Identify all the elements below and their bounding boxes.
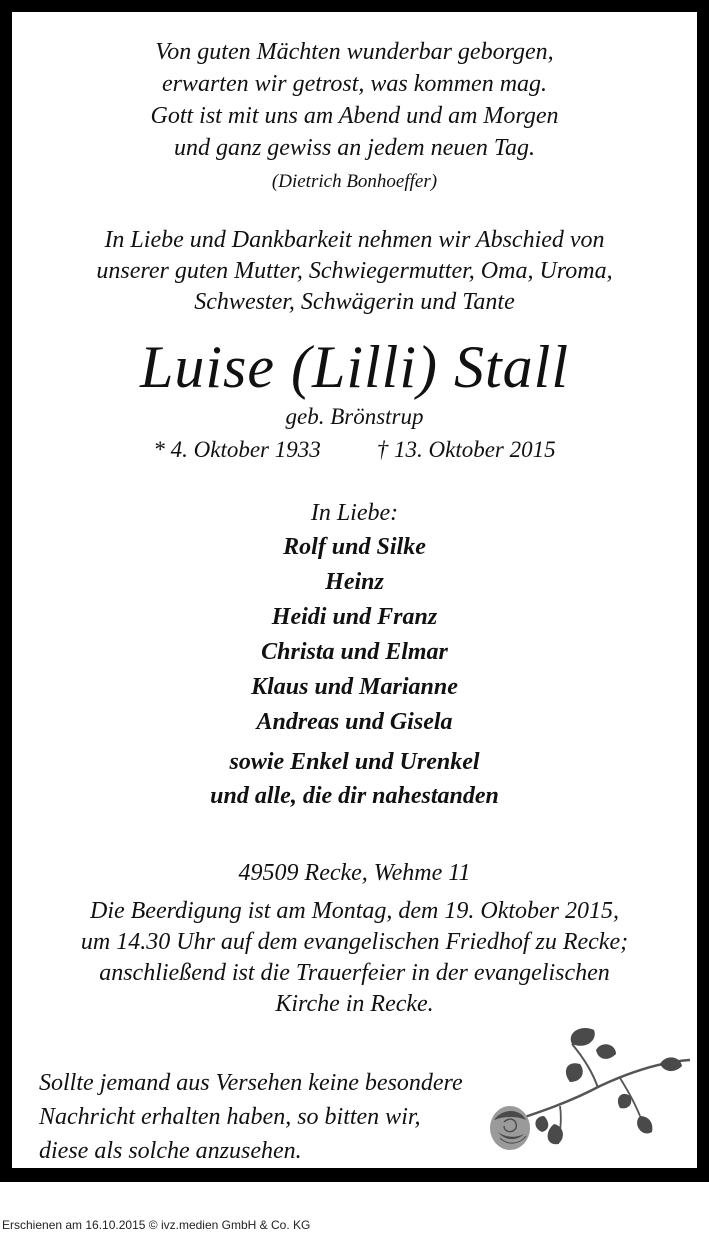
address: 49509 Recke, Wehme 11 <box>238 860 471 886</box>
intro-line: Schwester, Schwägerin und Tante <box>194 289 515 315</box>
life-dates <box>12 436 697 464</box>
intro-line: unserer guten Mutter, Schwiegermutter, Oma, Uroma, <box>96 258 613 284</box>
notice-line: Sollte jemand aus Versehen keine besondere <box>39 1070 463 1096</box>
publication-footer: Erschienen am 16.10.2015 © ivz.medien GmbH & Co. KG <box>2 1218 311 1232</box>
poem-line: erwarten wir getrost, was kommen mag. <box>161 71 548 97</box>
other-mourners <box>12 745 697 813</box>
other-mourner-line: und alle, die dir nahestanden <box>210 783 499 809</box>
mourner-name: Heidi und Franz <box>271 604 438 630</box>
mourners-heading: In Liebe: <box>310 500 399 526</box>
intro-line: In Liebe und Dankbarkeit nehmen wir Abschied von <box>104 227 605 253</box>
poem-line: Von guten Mächten wunderbar geborgen, <box>155 39 554 65</box>
birth-date: * 4. Oktober 1933 <box>153 437 321 462</box>
farewell-intro <box>12 225 697 318</box>
mourners-list <box>12 530 697 740</box>
mourner-name: Klaus und Marianne <box>251 674 458 700</box>
mourner-name: Christa und Elmar <box>261 639 448 665</box>
poem <box>12 36 697 164</box>
poem-line: und ganz gewiss an jedem neuen Tag. <box>173 135 536 161</box>
mourner-name: Andreas und Gisela <box>256 709 453 735</box>
rose-icon <box>470 1020 692 1160</box>
mourner-name: Heinz <box>325 569 384 595</box>
funeral-details <box>12 896 697 1020</box>
deceased-name: Luise (Lilli) Stall <box>139 334 570 400</box>
mourner-name: Rolf und Silke <box>283 534 426 560</box>
notice-line: diese als solche anzusehen. <box>39 1138 302 1164</box>
poem-author: (Dietrich Bonhoeffer) <box>271 171 438 192</box>
other-mourner-line: sowie Enkel und Urenkel <box>229 749 480 775</box>
funeral-line: anschließend ist die Trauerfeier in der evangelischen <box>99 960 610 986</box>
notice-line: Nachricht erhalten haben, so bitten wir, <box>39 1104 421 1130</box>
notice <box>39 1066 539 1168</box>
obituary-content <box>12 12 697 1168</box>
funeral-line: Die Beerdigung ist am Montag, dem 19. Oktober 2015, <box>89 898 620 924</box>
death-date: † 13. Oktober 2015 <box>376 437 556 462</box>
birth-name: geb. Brönstrup <box>285 404 424 429</box>
funeral-line: Kirche in Recke. <box>275 991 434 1017</box>
funeral-line: um 14.30 Uhr auf dem evangelischen Friedhof zu Recke; <box>80 929 629 955</box>
poem-line: Gott ist mit uns am Abend und am Morgen <box>150 103 559 129</box>
